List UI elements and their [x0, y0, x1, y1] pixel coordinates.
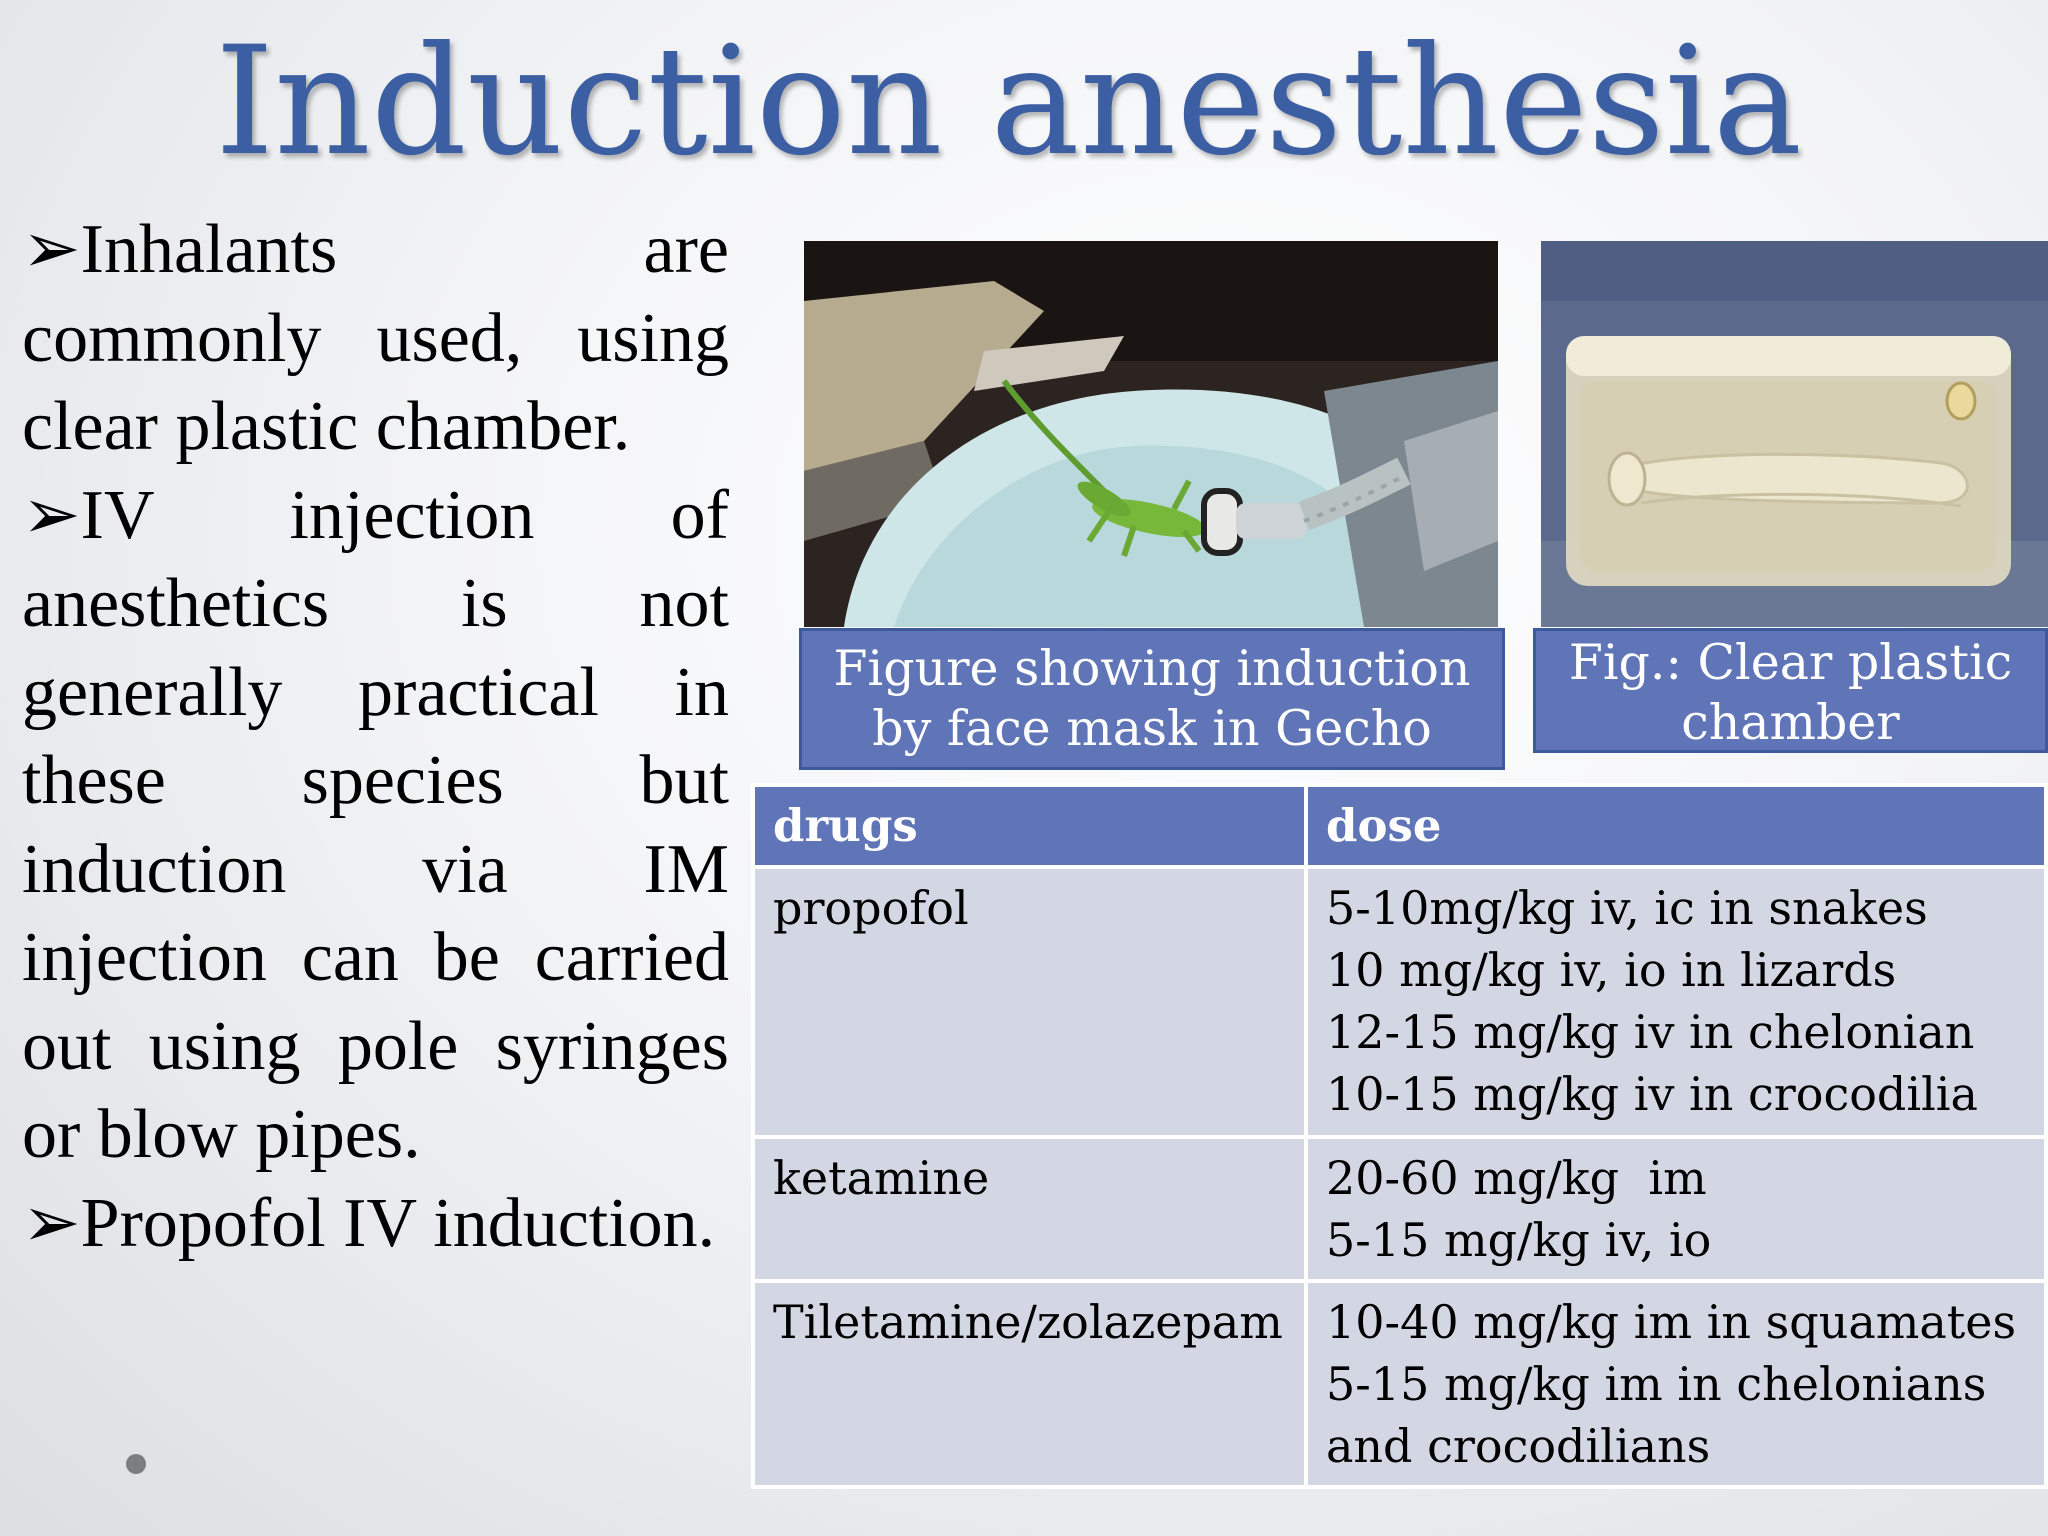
iguana-face-mask-photo	[804, 241, 1498, 627]
bullet-item	[22, 206, 729, 472]
slide-title: Induction anesthesia	[215, 15, 1803, 189]
bullet-text: Propofol IV induction.	[80, 1184, 716, 1262]
arrow-bullet-icon: ➢	[22, 476, 81, 554]
drug-name-cell: ketamine	[753, 1137, 1306, 1281]
dose-cell	[1306, 867, 2046, 1137]
dose-line: 5-10mg/kg iv, ic in snakes	[1326, 881, 1928, 935]
table-header-row	[753, 785, 2046, 867]
bullet-text: Inhalants are commonly used, using clear plastic chamber.	[22, 211, 729, 465]
bullet-list	[22, 206, 729, 1268]
figure-caption-chamber: Fig.: Clear plastic chamber	[1533, 628, 2048, 753]
dose-line: 12-15 mg/kg iv in chelonian	[1326, 1005, 1975, 1059]
bullet-item	[22, 472, 729, 1180]
dose-line: 10-40 mg/kg im in squamates	[1326, 1295, 2017, 1349]
header-drugs: drugs	[753, 785, 1306, 867]
figure-caption-iguana: Figure showing induction by face mask in Gecho	[799, 628, 1505, 770]
drug-name-cell: Tiletamine/zolazepam	[753, 1281, 1306, 1487]
empty-bullet-dot	[126, 1454, 146, 1474]
dose-line: 10-15 mg/kg iv in crocodilia	[1326, 1067, 1978, 1121]
chamber-photo-illustration	[1541, 241, 2048, 627]
dose-line: 10 mg/kg iv, io in lizards	[1326, 943, 1897, 997]
bullet-text: IV injection of anesthetics is not generally practical in these species but induction via IM injection can be carried out using pole syringes or blow pipes.	[22, 476, 729, 1173]
table-row	[753, 1137, 2046, 1281]
dose-line: and crocodilians	[1326, 1419, 1711, 1473]
table-row	[753, 867, 2046, 1137]
bullet-item	[22, 1180, 729, 1269]
dose-cell	[1306, 1137, 2046, 1281]
arrow-bullet-icon: ➢	[22, 211, 81, 288]
drug-name-cell: propofol	[753, 867, 1306, 1137]
arrow-bullet-icon: ➢	[22, 1184, 81, 1262]
header-dose: dose	[1306, 785, 2046, 867]
iguana-photo-illustration	[804, 241, 1498, 627]
dose-line: 5-15 mg/kg im in chelonians	[1326, 1357, 1987, 1411]
dose-line: 20-60 mg/kg im	[1326, 1151, 1707, 1205]
drug-dose-table	[751, 783, 2048, 1489]
table-row	[753, 1281, 2046, 1487]
dose-cell	[1306, 1281, 2046, 1487]
dose-line: 5-15 mg/kg iv, io	[1326, 1213, 1712, 1267]
plastic-chamber-photo	[1541, 241, 2048, 627]
